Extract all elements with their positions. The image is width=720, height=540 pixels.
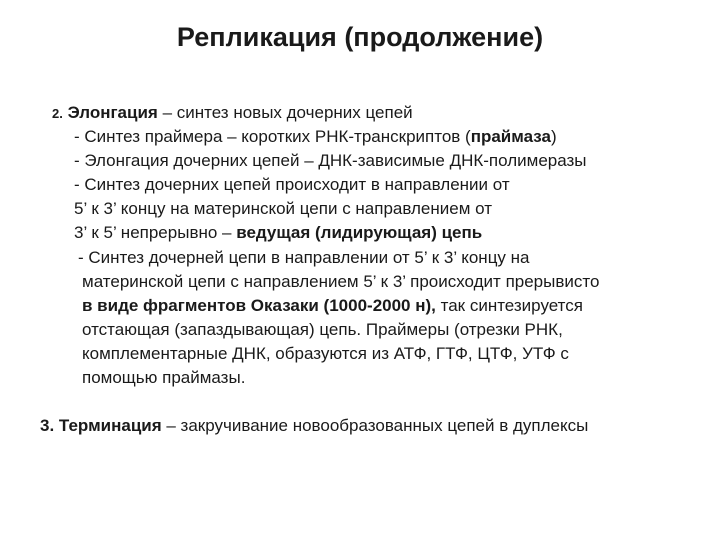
list-item: 3’ к 5’ непрерывно – ведущая (лидирующая) цепь <box>74 223 483 242</box>
list-item: комплементарные ДНК, образуются из АТФ, ГТФ, ЦТФ, УТФ с <box>82 344 569 363</box>
list-item: отстающая (запаздывающая) цепь. Праймеры (отрезки РНК, <box>82 320 563 339</box>
list-item: помощью праймазы. <box>82 368 246 387</box>
list-item: в виде фрагментов Оказаки (1000-2000 н), так синтезируется <box>82 296 583 315</box>
section-number: 3. <box>40 416 55 435</box>
section-number: 2. <box>52 106 63 121</box>
list-item: - Синтез праймера – коротких РНК-транскриптов (праймаза) <box>74 127 557 146</box>
section-description: – закручивание новообразованных цепей в дуплексы <box>161 416 589 435</box>
section-title: Терминация <box>58 416 162 435</box>
list-item: материнской цепи с направлением 5’ к 3’ происходит прерывисто <box>82 272 600 291</box>
section-title: Элонгация <box>67 103 158 122</box>
list-item: - Элонгация дочерних цепей – ДНК-зависимые ДНК-полимеразы <box>74 151 587 170</box>
section-description: – синтез новых дочерних цепей <box>157 103 413 122</box>
list-item: - Синтез дочерней цепи в направлении от 5’ к 3’ концу на <box>78 248 530 267</box>
elongation-heading <box>52 101 413 125</box>
list-item: - Синтез дочерних цепей происходит в направлении от <box>74 175 510 194</box>
page-title: Репликация (продолжение) <box>176 22 544 52</box>
list-item: 5’ к 3’ концу на материнской цепи с направлением от <box>74 199 493 218</box>
termination-heading <box>40 414 588 437</box>
